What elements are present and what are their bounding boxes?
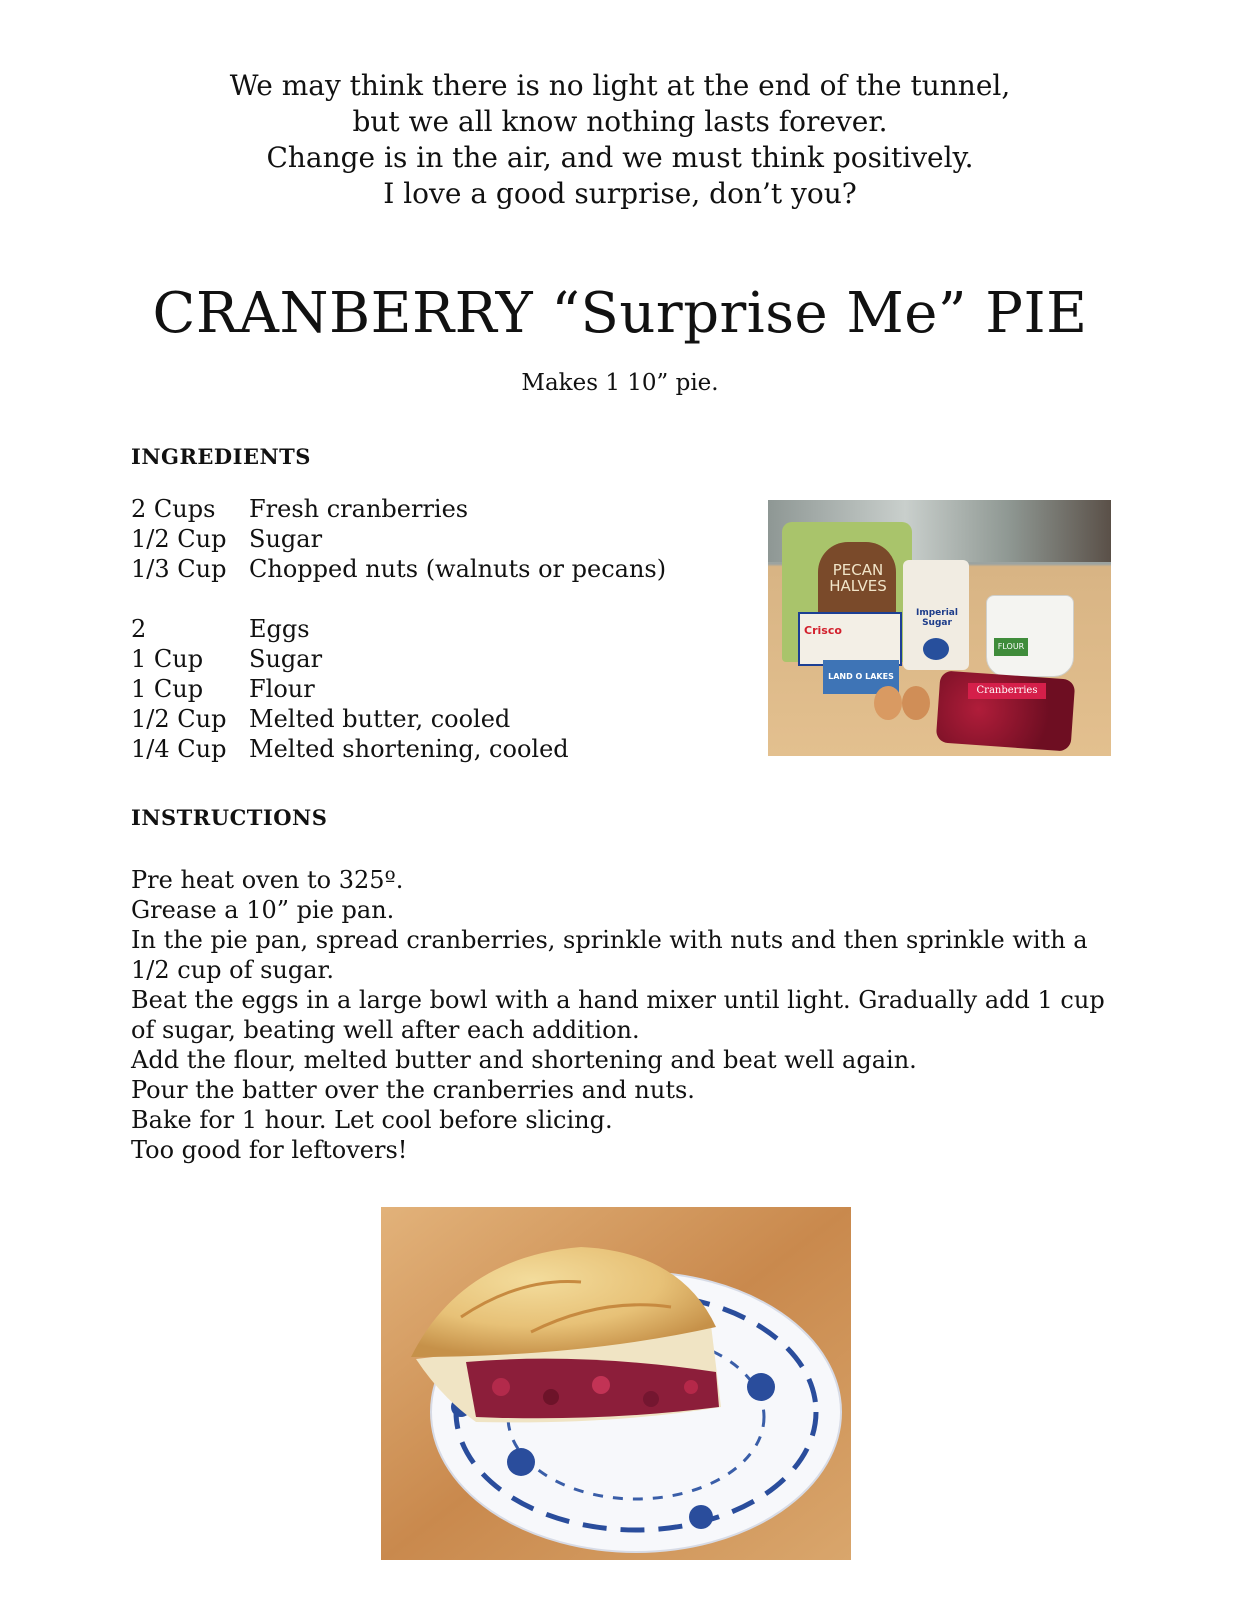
ingredient-item: Eggs — [249, 615, 310, 643]
crisco-label: Crisco — [804, 624, 842, 637]
ingredient-row — [131, 614, 666, 644]
cranberry — [543, 1389, 559, 1405]
ingredient-item: Chopped nuts (walnuts or pecans) — [249, 555, 667, 583]
ingredient-qty: 1 Cup — [131, 645, 204, 673]
ingredient-item: Sugar — [249, 525, 323, 553]
ingredient-row — [131, 704, 666, 734]
plate-pattern — [747, 1373, 775, 1401]
ingredient-qty: 2 Cups — [131, 495, 216, 523]
instruction-step: Pre heat oven to 325º. — [131, 866, 404, 894]
flour-label: FLOUR — [994, 638, 1028, 656]
ingredient-qty: 1 Cup — [131, 675, 204, 703]
plate-pattern — [507, 1448, 535, 1476]
ingredient-row — [131, 674, 666, 704]
ingredient-qty: 1/4 Cup — [131, 735, 227, 763]
instruction-step: Beat the eggs in a large bowl with a hand mixer until light. Gradually add 1 cup of sugar, beating well after each addition. — [131, 986, 1105, 1044]
intro-text — [0, 68, 1240, 212]
ingredients-list — [131, 494, 666, 764]
ingredient-item: Fresh cranberries — [249, 495, 469, 523]
instruction-step: Add the flour, melted butter and shortening and beat well again. — [131, 1046, 917, 1074]
instruction-step: Bake for 1 hour. Let cool before slicing. — [131, 1106, 613, 1134]
pecan-bag-label: PECAN HALVES — [829, 561, 887, 595]
plate-pattern — [689, 1505, 713, 1529]
ingredient-row — [131, 494, 666, 524]
pie-photo — [381, 1207, 851, 1560]
instruction-step: Grease a 10” pie pan. — [131, 896, 395, 924]
instructions-heading: INSTRUCTIONS — [131, 805, 328, 830]
butter-label: LAND O LAKES — [828, 672, 894, 681]
ingredient-item: Flour — [249, 675, 315, 703]
ingredient-spacer — [131, 584, 666, 614]
ingredients-photo — [768, 500, 1111, 756]
ingredient-qty: 1/2 Cup — [131, 525, 227, 553]
intro-line: but we all know nothing lasts forever. — [352, 105, 888, 138]
ingredient-row — [131, 734, 666, 764]
ingredient-row — [131, 554, 666, 584]
ingredient-item: Sugar — [249, 645, 323, 673]
ingredient-row — [131, 644, 666, 674]
egg — [874, 686, 902, 720]
cranberry-label: Cranberries — [968, 683, 1046, 699]
cranberry — [684, 1380, 698, 1394]
intro-line: Change is in the air, and we must think positively. — [266, 141, 974, 174]
ingredients-heading: INGREDIENTS — [131, 444, 311, 469]
instructions-list — [131, 865, 1111, 1165]
cranberry — [643, 1391, 659, 1407]
ingredient-item: Melted shortening, cooled — [249, 735, 569, 763]
instruction-step: Pour the batter over the cranberries and nuts. — [131, 1076, 695, 1104]
crisco-box — [798, 612, 902, 666]
intro-line: We may think there is no light at the end of the tunnel, — [229, 69, 1011, 102]
recipe-title: CRANBERRY “Surprise Me” PIE — [152, 281, 1088, 346]
flour-measuring-cup — [986, 595, 1074, 677]
intro-line: I love a good surprise, don’t you? — [383, 177, 857, 210]
recipe-yield: Makes 1 10” pie. — [521, 370, 719, 396]
sugar-bag-logo — [923, 638, 949, 660]
instruction-step: Too good for leftovers! — [131, 1136, 408, 1164]
ingredient-qty: 1/2 Cup — [131, 705, 227, 733]
sugar-bag-label: Imperial Sugar — [916, 608, 958, 628]
instruction-step: In the pie pan, spread cranberries, sprinkle with nuts and then sprinkle with a 1/2 cup of sugar. — [131, 926, 1088, 984]
egg — [902, 686, 930, 720]
cranberry — [492, 1378, 510, 1396]
ingredient-item: Melted butter, cooled — [249, 705, 511, 733]
ingredient-qty: 1/3 Cup — [131, 555, 227, 583]
pie-photo-illustration — [381, 1207, 851, 1560]
cranberry — [592, 1376, 610, 1394]
ingredient-qty: 2 — [131, 615, 147, 643]
ingredient-row — [131, 524, 666, 554]
